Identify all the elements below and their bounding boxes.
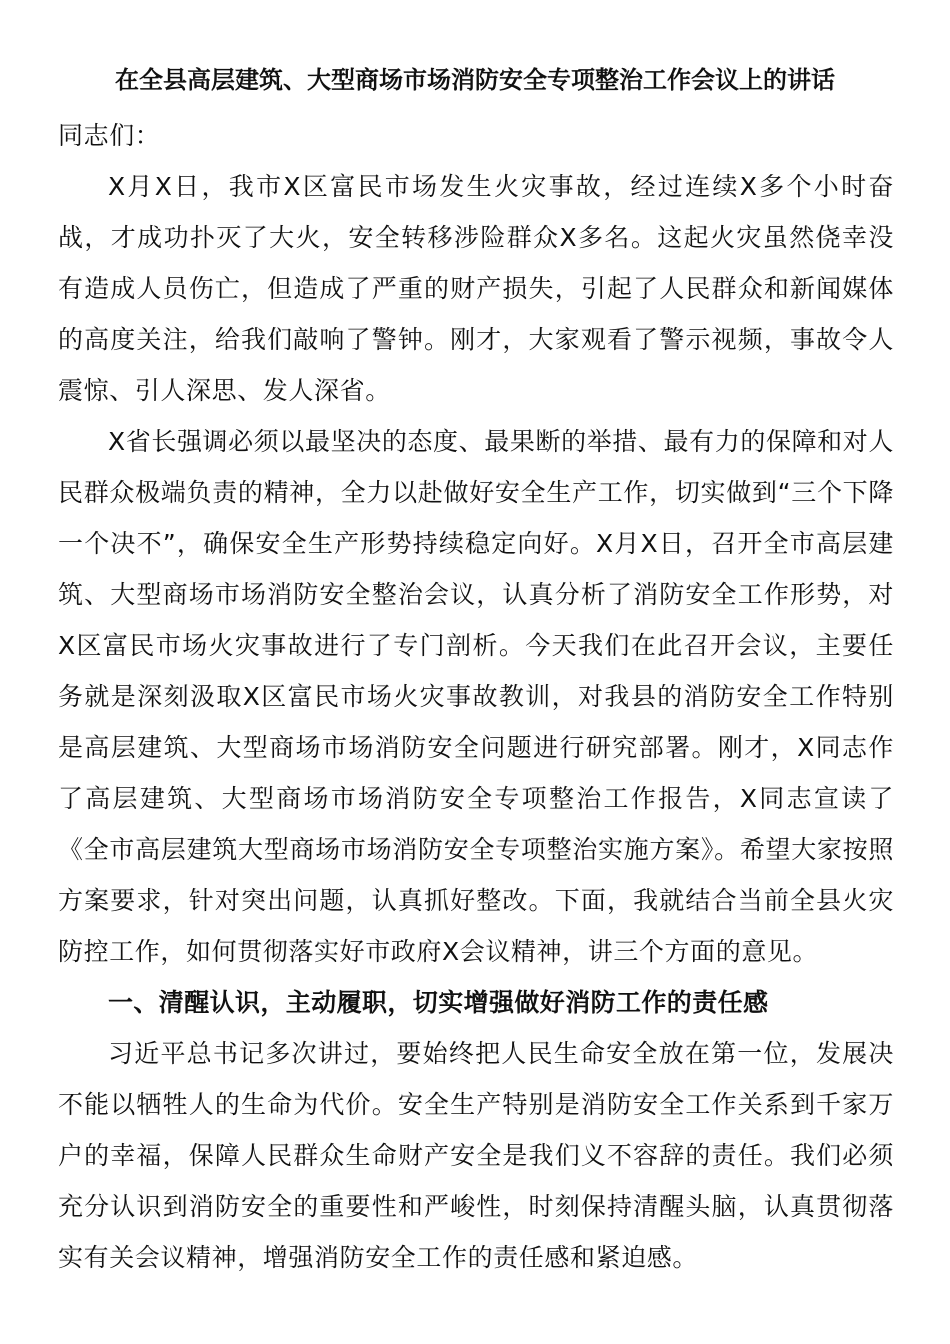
- page-title: 在全县高层建筑、大型商场市场消防安全专项整治工作会议上的讲话: [115, 66, 835, 94]
- section-heading-1: 一、清醒认识，主动履职，切实增强做好消防工作的责任感: [108, 988, 769, 1017]
- document-body: [58, 110, 894, 1283]
- paragraph-1: X月X日，我市X区富民市场发生火灾事故，经过连续X多个小时奋战，才成功扑灭了大火，安全转移涉险群众X多名。这起火灾虽然侥幸没有造成人员伤亡，但造成了严重的财产损失，引起了人民群众和新闻媒体的高度关注，给我们敲响了警钟。刚才，大家观看了警示视频，事故令人震惊、引人深思、发人深省。: [58, 172, 894, 405]
- salutation: 同志们：: [58, 121, 161, 150]
- paragraph-2: X省长强调必须以最坚决的态度、最果断的举措、最有力的保障和对人民群众极端负责的精神，全力以赴做好安全生产工作，切实做到“三个下降一个决不”，确保安全生产形势持续稳定向好。X月X日，召开全市高层建筑、大型商场市场消防安全整治会议，认真分析了消防安全工作形势，对X区富民市场火灾事故进行了专门剖析。今天我们在此召开会议，主要任务就是深刻汲取X区富民市场火灾事故教训，对我县的消防安全工作特别是高层建筑、大型商场市场消防安全问题进行研究部署。刚才，X同志作了高层建筑、大型商场市场消防安全专项整治工作报告，X同志宣读了《全市高层建筑大型商场市场消防安全专项整治实施方案》。希望大家按照方案要求，针对突出问题，认真抓好整改。下面，我就结合当前全县火灾防控工作，如何贯彻落实好市政府X会议精神，讲三个方面的意见。: [58, 427, 894, 966]
- section-1-paragraph: 习近平总书记多次讲过，要始终把人民生命安全放在第一位，发展决不能以牺牲人的生命为代价。安全生产特别是消防安全工作关系到千家万户的幸福，保障人民群众生命财产安全是我们义不容辞的责任。我们必须充分认识到消防安全的重要性和严峻性，时刻保持清醒头脑，认真贯彻落实有关会议精神，增强消防安全工作的责任感和紧迫感。: [58, 1039, 894, 1272]
